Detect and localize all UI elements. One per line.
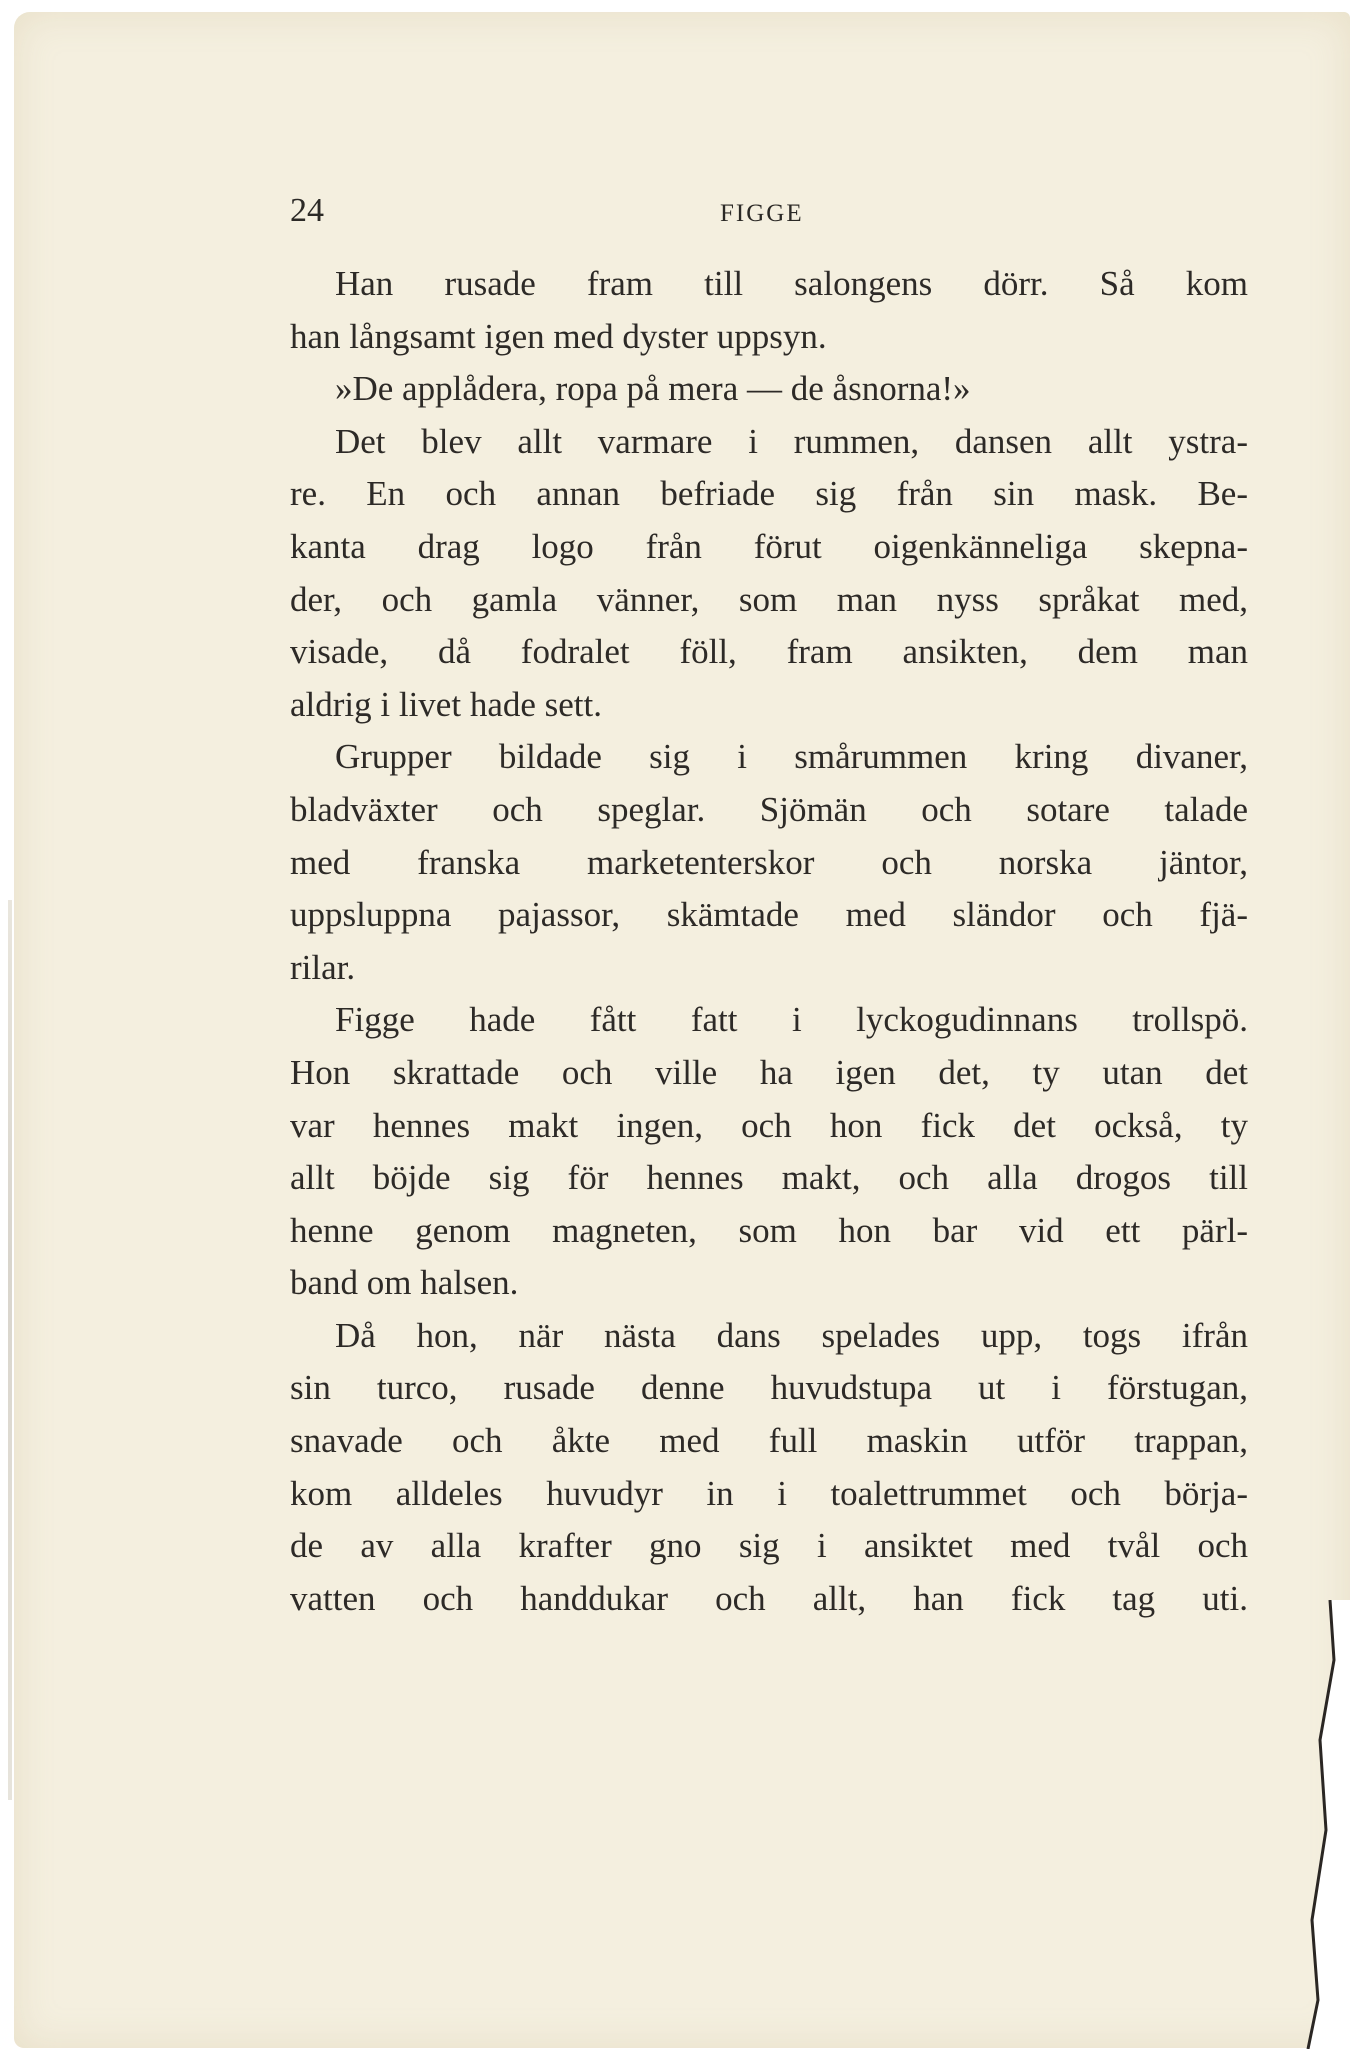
text-line: bladväxter och speglar. Sjömän och sotare talade <box>290 789 1248 829</box>
body-text <box>290 258 1248 1625</box>
text-line: Figge hade fått fatt i lyckogudinnans trollspö. <box>335 1000 1248 1040</box>
page-number: 24 <box>290 192 324 229</box>
text-line: henne genom magneten, som hon bar vid ett pärl- <box>290 1210 1248 1250</box>
text-line: sin turco, rusade denne huvudstupa ut i förstugan, <box>290 1368 1248 1408</box>
text-line: Han rusade fram till salongens dörr. Så kom <box>335 264 1248 303</box>
text-line: band om halsen. <box>290 1263 519 1303</box>
text-line: han långsamt igen med dyster uppsyn. <box>290 316 827 356</box>
text-line: vatten och handdukar och allt, han fick tag uti. <box>290 1578 1248 1618</box>
text-line: der, och gamla vänner, som man nyss språkat med, <box>290 579 1248 619</box>
text-line: rilar. <box>290 947 356 987</box>
text-line: Hon skrattade och ville ha igen det, ty utan det <box>290 1052 1248 1092</box>
text-line: allt böjde sig för hennes makt, och alla drogos till <box>290 1158 1248 1198</box>
torn-corner-mark <box>1260 1600 1350 2049</box>
text-line: de av alla krafter gno sig i ansiktet med tvål och <box>290 1526 1248 1566</box>
page-edge-shadow <box>8 900 12 1800</box>
text-line: snavade och åkte med full maskin utför trappan, <box>290 1421 1248 1461</box>
running-head: FIGGE <box>720 200 804 227</box>
text-line: var hennes makt ingen, och hon fick det också, ty <box>290 1105 1248 1145</box>
text-line: aldrig i livet hade sett. <box>290 684 602 724</box>
text-line: med franska marketenterskor och norska jäntor, <box>290 842 1248 882</box>
page-header <box>290 192 1250 240</box>
text-line: uppsluppna pajassor, skämtade med sländor och fjä- <box>290 895 1248 935</box>
text-line: kom alldeles huvudyr in i toalettrummet och börja- <box>290 1473 1248 1513</box>
text-line: re. En och annan befriade sig från sin mask. Be- <box>290 474 1248 514</box>
text-line: visade, då fodralet föll, fram ansikten, dem man <box>290 632 1248 672</box>
text-line: »De applådera, ropa på mera — de åsnorna!» <box>335 369 971 409</box>
text-line: kanta drag logo från förut oigenkänneliga skepna- <box>290 526 1248 566</box>
text-line: Det blev allt varmare i rummen, dansen allt ystra- <box>335 421 1248 461</box>
text-line: Grupper bildade sig i smårummen kring divaner, <box>335 737 1248 777</box>
text-line: Då hon, när nästa dans spelades upp, togs ifrån <box>335 1315 1248 1355</box>
